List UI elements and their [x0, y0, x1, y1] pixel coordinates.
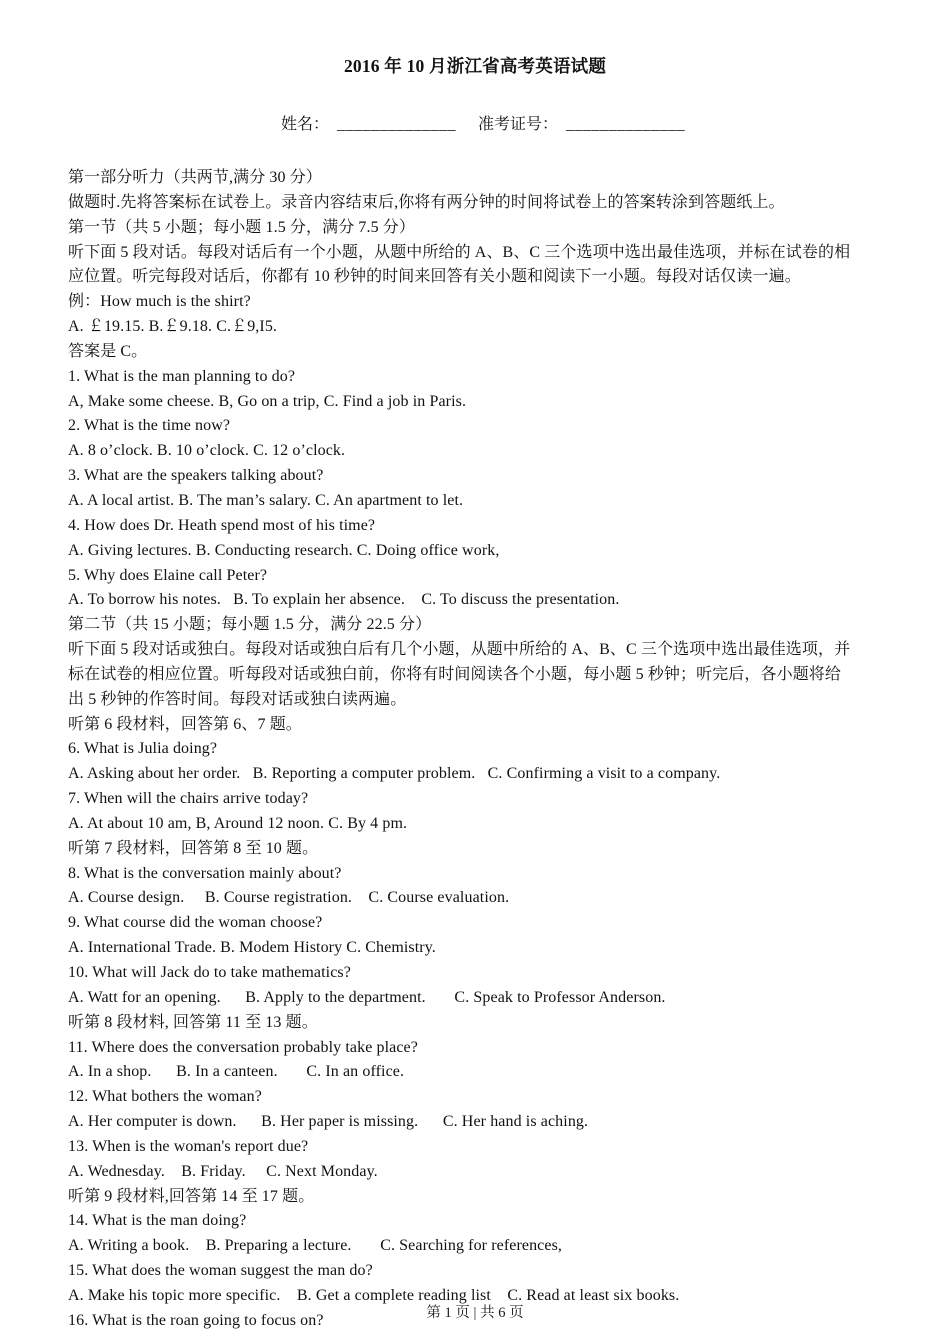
text-line: 7. When will the chairs arrive today? — [68, 790, 309, 808]
document-lines — [68, 166, 882, 1334]
text-line: A. In a shop. B. In a canteen. C. In an office. — [68, 1063, 405, 1081]
text-line: 听第 9 段材料,回答第 14 至 17 题。 — [68, 1187, 315, 1205]
text-line: 5. Why does Elaine call Peter? — [68, 566, 268, 584]
text-line: A. A local artist. B. The man’s salary. C. An apartment to let. — [68, 491, 464, 509]
text-line: 第一部分听力（共两节,满分 30 分） — [68, 169, 322, 186]
text-line: A. ￡19.15. B.￡9.18. C.￡9,I5. — [68, 318, 278, 336]
text-line: 出 5 秒钟的作答时间。每段对话或独白读两遍。 — [68, 690, 407, 708]
name-blank-line: ______________ — [337, 116, 456, 133]
text-line: 1. What is the man planning to do? — [68, 367, 296, 385]
text-line: 3. What are the speakers talking about? — [68, 467, 324, 485]
page-number: 第 1 页 | 共 6 页 — [426, 1305, 524, 1321]
text-line: 第二节（共 15 小题；每小题 1.5 分，满分 22.5 分） — [68, 616, 432, 634]
text-line: 标在试卷的相应位置。听每段对话或独白前，你将有时间阅读各个小题，每小题 5 秒钟；听完后，各小题将给 — [68, 665, 842, 683]
text-line: 第一节（共 5 小题；每小题 1.5 分，满分 7.5 分） — [68, 218, 416, 236]
page-title: 2016 年 10 月浙江省高考英语试题 — [343, 56, 607, 76]
text-line: A. Make his topic more specific. B. Get a complete reading list C. Read at least six books. — [68, 1286, 680, 1304]
text-line: 2. What is the time now? — [68, 417, 231, 435]
text-line: 12. What bothers the woman? — [68, 1088, 262, 1106]
text-line: 听第 8 段材料, 回答第 11 至 13 题。 — [68, 1013, 318, 1031]
text-line: A. Giving lectures. B. Conducting research. C. Doing office work, — [68, 541, 500, 559]
admission-ticket-label: 准考证号： — [478, 116, 559, 133]
text-line: A. Course design. B. Course registration. C. Course evaluation. — [68, 889, 510, 907]
text-line: A. Asking about her order. B. Reporting a computer problem. C. Confirming a visit to a company. — [68, 765, 721, 783]
text-line: 9. What course did the woman choose? — [68, 914, 323, 932]
text-line: A. To borrow his notes. B. To explain her absence. C. To discuss the presentation. — [68, 591, 620, 609]
text-line: A. International Trade. B. Modem History C. Chemistry. — [68, 939, 436, 957]
text-line: A, Make some cheese. B, Go on a trip, C. Find a job in Paris. — [68, 392, 467, 410]
text-line: A. Writing a book. B. Preparing a lecture. C. Searching for references, — [68, 1237, 563, 1255]
text-line: 4. How does Dr. Heath spend most of his time? — [68, 516, 376, 534]
text-line: 8. What is the conversation mainly about? — [68, 864, 342, 882]
name-label: 姓名： — [280, 116, 329, 133]
text-line: 16. What is the roan going to focus on? — [68, 1311, 324, 1329]
text-line: 听下面 5 段对话或独白。每段对话或独白后有几个小题，从题中所给的 A、B、C 三个选项中选出最佳选项，并 — [68, 641, 851, 659]
text-line: A. Her computer is down. B. Her paper is missing. C. Her hand is aching. — [68, 1113, 589, 1131]
text-line: 应位置。听完每段对话后，你都有 10 秒钟的时间来回答有关小题和阅读下一小题。每段对话仅读一遍。 — [68, 268, 801, 286]
text-line: A. At about 10 am, B, Around 12 noon. C. By 4 pm. — [68, 814, 408, 832]
text-line: 10. What will Jack do to take mathematics? — [68, 964, 351, 981]
text-line: 11. Where does the conversation probably take place? — [68, 1038, 418, 1056]
text-line: 听第 7 段材料，回答第 8 至 10 题。 — [68, 839, 319, 857]
text-line: 13. When is the woman's report due? — [68, 1137, 309, 1155]
text-line: 答案是 C。 — [68, 342, 148, 360]
text-line: A. 8 o’clock. B. 10 o’clock. C. 12 o’clock. — [68, 442, 346, 460]
text-line: 听下面 5 段对话。每段对话后有一个小题，从题中所给的 A、B、C 三个选项中选出最佳选项，并标在试卷的相 — [68, 243, 851, 261]
admission-ticket-blank-line: ______________ — [566, 116, 686, 133]
text-line: A. Wednesday. B. Friday. C. Next Monday. — [68, 1162, 378, 1180]
text-line: 15. What does the woman suggest the man do? — [68, 1262, 373, 1280]
text-line: 6. What is Julia doing? — [68, 740, 218, 758]
text-line: 做题时.先将答案标在试卷上。录音内容结束后,你将有两分钟的时间将试卷上的答案转涂到答题纸上。 — [68, 193, 785, 211]
text-line: 14. What is the man doing? — [68, 1212, 247, 1230]
candidate-info-row — [68, 87, 882, 162]
text-line: A. Watt for an opening. B. Apply to the department. C. Speak to Professor Anderson. — [68, 988, 666, 1006]
text-line: 听第 6 段材料，回答第 6、7 题。 — [68, 715, 302, 733]
text-line: 例：How much is the shirt? — [68, 293, 251, 311]
